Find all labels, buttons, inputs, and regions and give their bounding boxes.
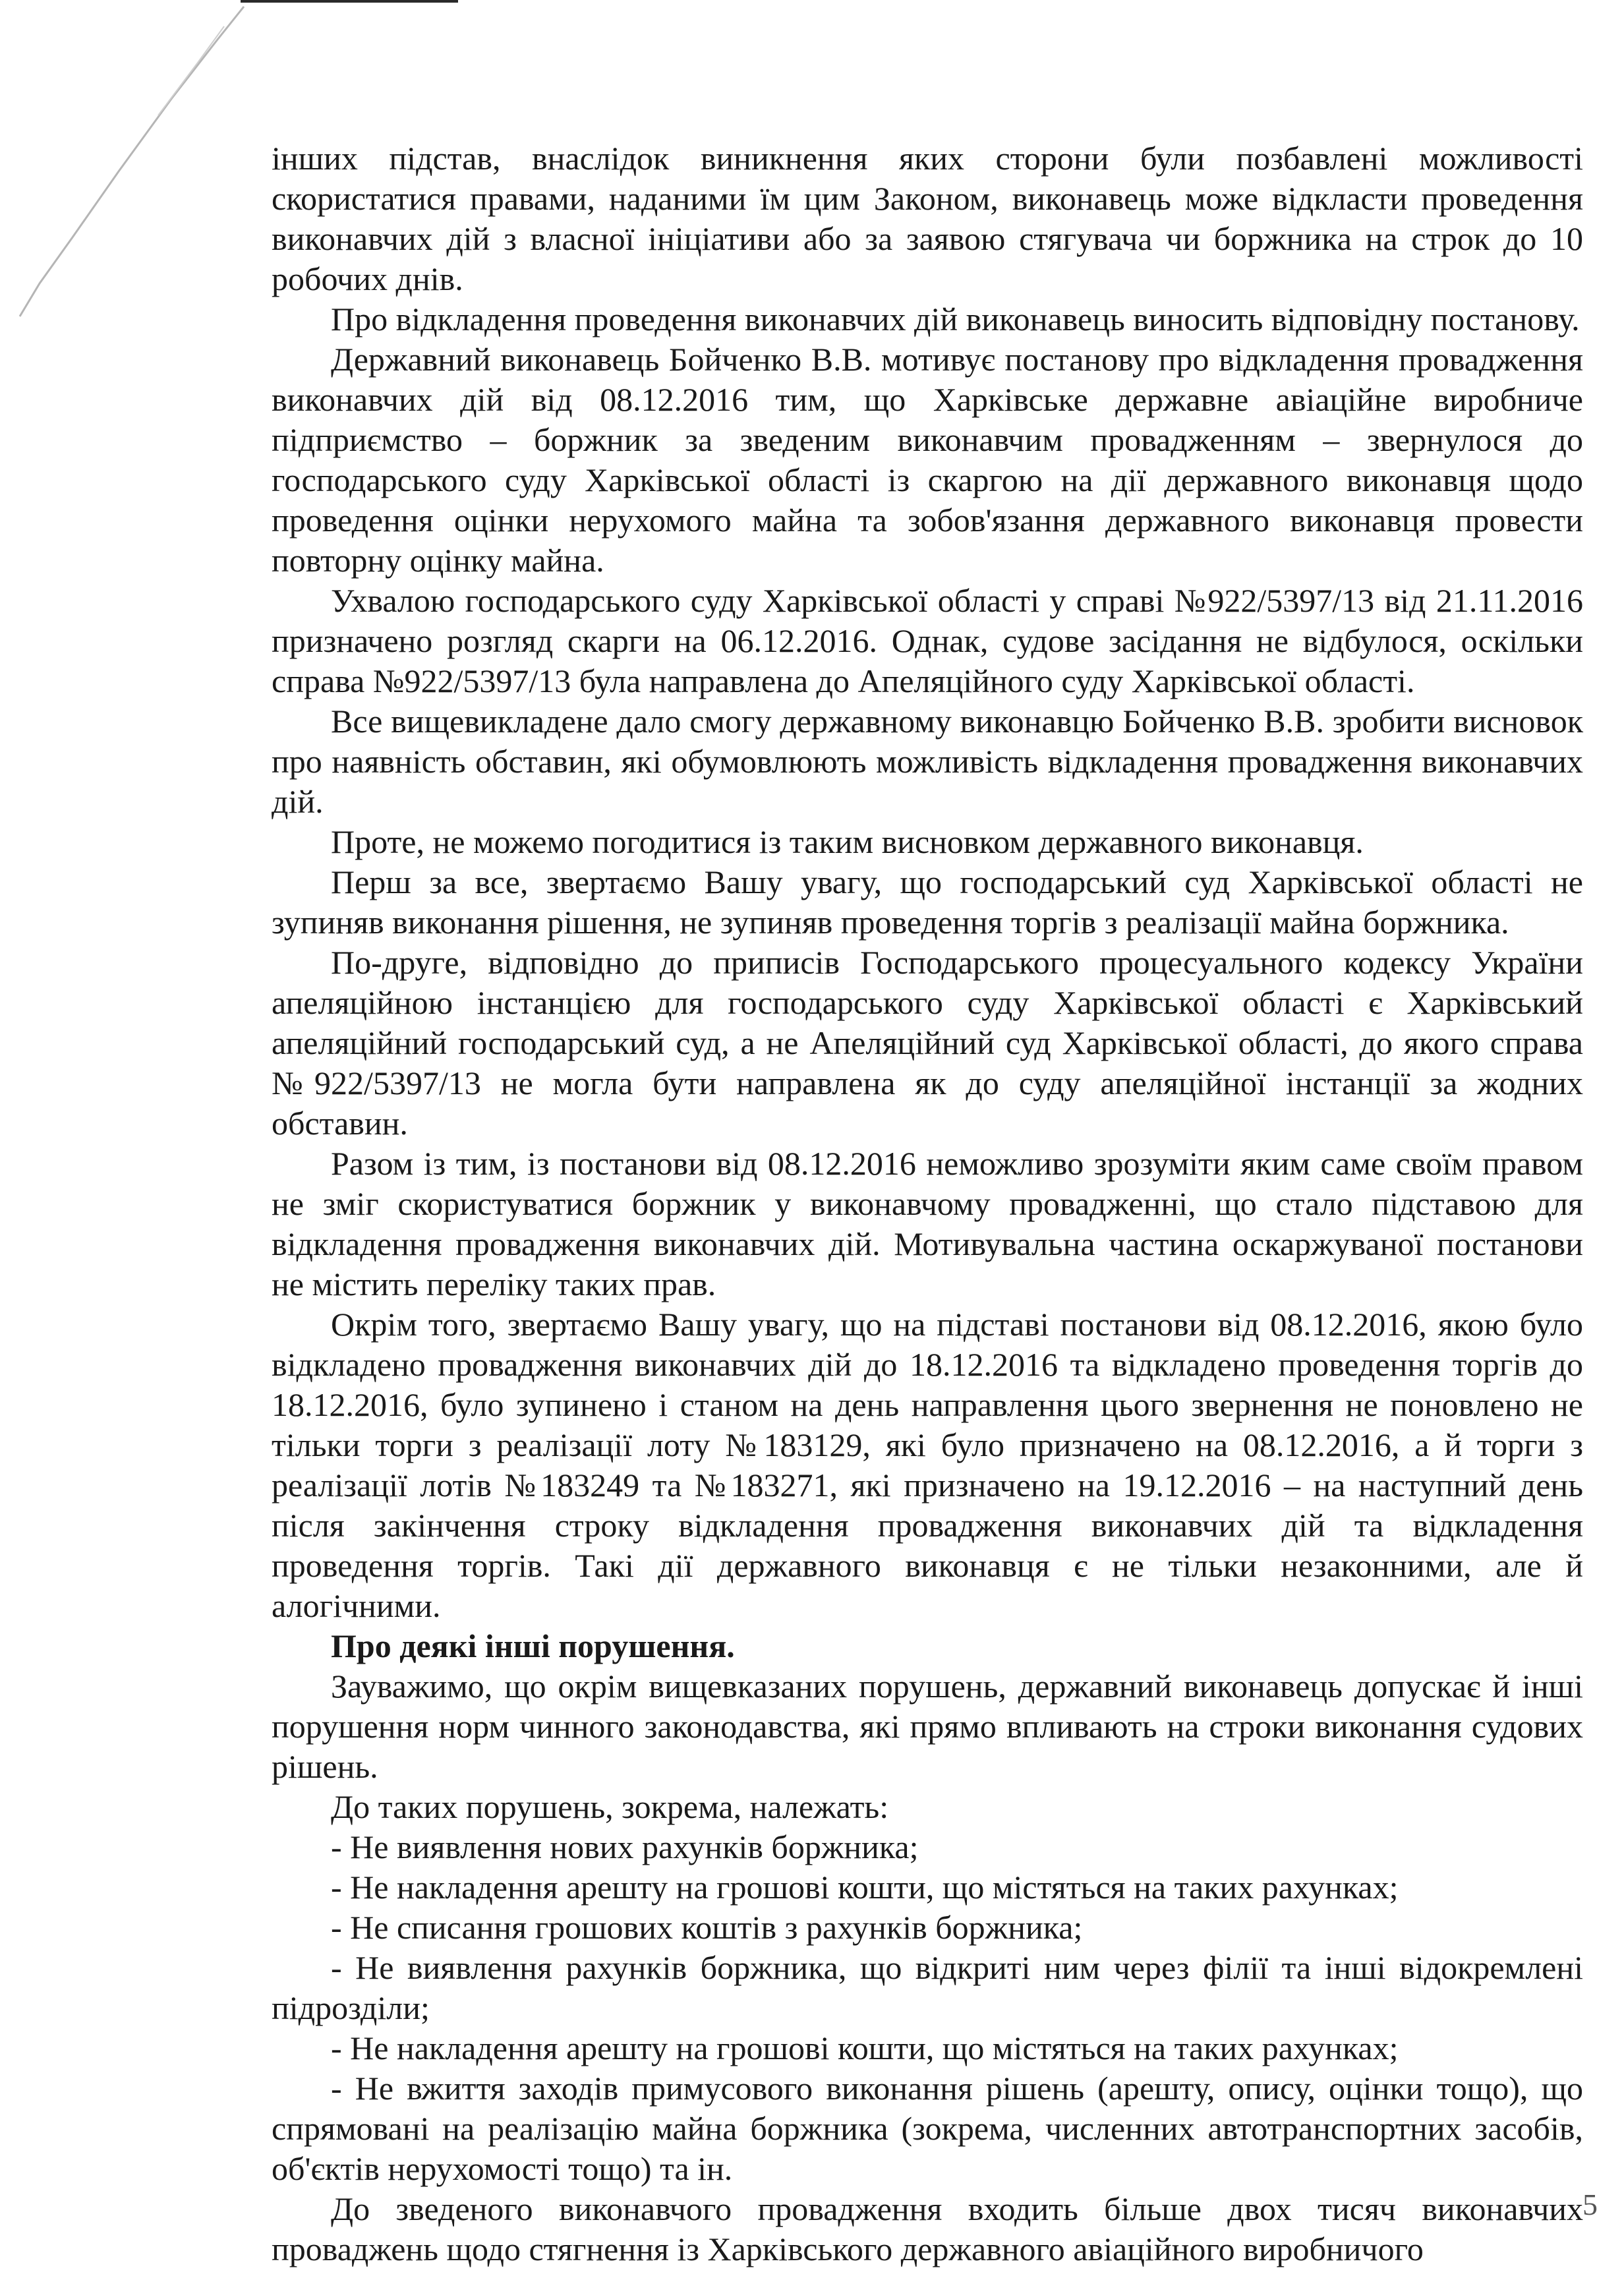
closing-paragraph: До зведеного виконавчого провадження входить більше двох тисяч виконавчих проваджень щодо стягнення із Харківського державного авіаційного виробничого xyxy=(272,2190,1583,2267)
list-item: - Не виявлення рахунків боржника, що відкриті ним через філії та інші відокремлені підрозділи; xyxy=(272,1949,1583,2026)
violations-list xyxy=(272,1827,1583,2189)
list-item: - Не накладення арешту на грошові кошти, що містяться на таких рахунках; xyxy=(331,1869,1399,1906)
list-item: - Не виявлення нових рахунків боржника; xyxy=(331,1828,919,1865)
document-page xyxy=(272,138,1583,2269)
paragraph: Зауважимо, що окрім вищевказаних порушень, державний виконавець допускає й інші порушення норм чинного законодавства, які прямо впливають на строки виконання судових рішень. xyxy=(272,1668,1583,1785)
paragraph: Проте, не можемо погодитися із таким висновком державного виконавця. xyxy=(331,823,1364,860)
paragraphs-after-heading xyxy=(272,1666,1583,1827)
paragraph: Ухвалою господарського суду Харківської області у справі №922/5397/13 від 21.11.2016 призначено розгляд скарги на 06.12.2016. Однак, судове засідання не відбулося, оскільки справа №922/5397/13 була направлена до Апеляційного суду Харківської області. xyxy=(272,582,1583,699)
page-number: 5 xyxy=(1582,2188,1598,2221)
scan-edge-mark xyxy=(0,0,277,343)
paragraph: Державний виконавець Бойченко В.В. мотивує постанову про відкладення провадження виконавчих дій від 08.12.2016 тим, що Харківське державне авіаційне виробниче підприємство – боржник за зведеним виконавчим провадженням – звернулося до господарського суду Харківської області із скаргою на дії державного виконавця щодо проведення оцінки нерухомого майна та зобов'язання державного виконавця провести повторну оцінку майна. xyxy=(272,341,1583,579)
list-item: - Не вжиття заходів примусового виконання рішень (арешту, опису, оцінки тощо), що спрямовані на реалізацію майна боржника (зокрема, численних автотранспортних засобів, об'єктів нерухомості тощо) та ін. xyxy=(272,2070,1583,2187)
paragraph: Разом із тим, із постанови від 08.12.2016 неможливо зрозуміти яким саме своїм правом не зміг скористуватися боржник у виконавчому провадженні, що стало підставою для відкладення провадження виконавчих дій. Мотивувальна частина оскаржуваної постанови не містить переліку таких прав. xyxy=(272,1145,1583,1302)
paragraph: Все вищевикладене дало смогу державному виконавцю Бойченко В.В. зробити висновок про наявність обставин, які обумовлюють можливість відкладення провадження виконавчих дій. xyxy=(272,703,1583,820)
paragraph: До таких порушень, зокрема, належать: xyxy=(331,1788,889,1825)
paragraph: Перш за все, звертаємо Вашу увагу, що господарський суд Харківської області не зупиняв виконання рішення, не зупиняв проведення торгів з реалізації майна боржника. xyxy=(272,863,1583,941)
list-item: - Не накладення арешту на грошові кошти, що містяться на таких рахунках; xyxy=(331,2030,1399,2066)
paragraphs-before-heading xyxy=(272,299,1583,1626)
list-item: - Не списання грошових коштів з рахунків боржника; xyxy=(331,1909,1083,1946)
section-heading: Про деякі інші порушення. xyxy=(331,1627,735,1664)
opening-paragraph: інших підстав, внаслідок виникнення яких сторони були позбавлені можливості скористатися правами, наданими їм цим Законом, виконавець може відкласти проведення виконавчих дій з власної ініціативи або за заявою стягувача чи боржника на строк до 10 робочих днів. xyxy=(272,140,1583,297)
paragraph: По-друге, відповідно до приписів Господарського процесуального кодексу України апеляційною інстанцією для господарського суду Харківської області є Харківський апеляційний господарський суд, а не Апеляційний суд Харківської області, до якого справа №922/5397/13 не могла бути направлена як до суду апеляційної інстанції за жодних обставин. xyxy=(272,944,1583,1142)
paragraph: Окрім того, звертаємо Вашу увагу, що на підставі постанови від 08.12.2016, якою було відкладено провадження виконавчих дій до 18.12.2016 та відкладено проведення торгів до 18.12.2016, було зупинено і станом на день направлення цього звернення не поновлено не тільки торги з реалізації лоту №183129, які було призначено на 08.12.2016, а й торги з реалізації лотів №183249 та №183271, які призначено на 19.12.2016 – на наступний день після закінчення строку відкладення провадження виконавчих дій та відкладення проведення торгів. Такі дії державного виконавця є не тільки незаконними, але й алогічними. xyxy=(272,1306,1583,1624)
paragraph: Про відкладення проведення виконавчих дій виконавець виносить відповідну постанову. xyxy=(331,301,1580,337)
